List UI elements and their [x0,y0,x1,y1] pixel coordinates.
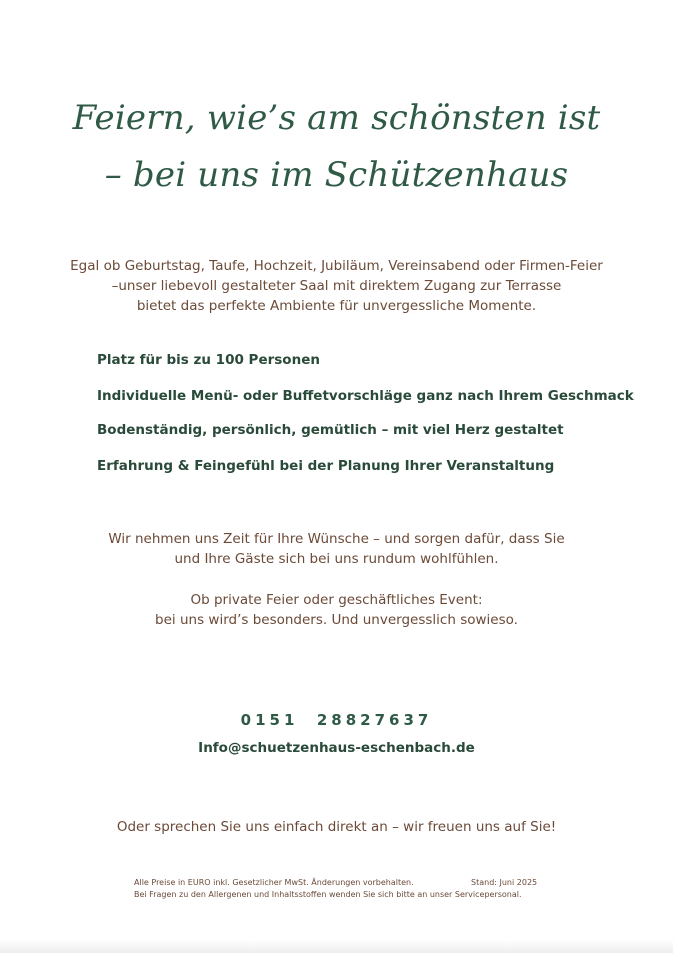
closing-line-4: bei uns wird’s besonders. Und unvergesslich sowieso. [155,612,518,628]
allergen-notice: Bei Fragen zu den Allergenen und Inhaltsstoffen wenden Sie sich bitte an unser Servicepersonal. [134,890,522,899]
headline-line-1: Feiern, wie’s am schönsten ist [72,98,601,138]
closing-line-1: Wir nehmen uns Zeit für Ihre Wünsche – und sorgen dafür, dass Sie [108,531,565,547]
price-notice: Alle Preise in EURO inkl. Gesetzlicher MwSt. Änderungen vorbehalten. [134,878,414,887]
phone-number[interactable]: 0151 28827637 [240,711,433,729]
feature-item-experience: Erfahrung & Feingefühl bei der Planung Ihrer Veranstaltung [97,458,555,474]
date-stamp: Stand: Juni 2025 [471,878,538,887]
intro-line-3: bietet das perfekte Ambiente für unvergessliche Momente. [136,298,537,314]
feature-item-menu: Individuelle Menü- oder Buffetvorschläge ganz nach Ihrem Geschmack [97,388,634,404]
feature-item-capacity: Platz für bis zu 100 Personen [97,352,320,368]
email-link[interactable]: Info@schuetzenhaus-eschenbach.de [198,740,475,756]
footer-notes [134,877,544,901]
closing-line-2: und Ihre Gäste sich bei uns rundum wohlfühlen. [174,551,499,567]
headline-line-2: – bei uns im Schützenhaus [104,155,569,195]
intro-line-1: Egal ob Geburtstag, Taufe, Hochzeit, Jubiläum, Vereinsabend oder Firmen-Feier [70,258,603,274]
intro-line-2: –unser liebevoll gestalteter Saal mit direktem Zugang zur Terrasse [111,278,562,294]
page-bottom-shadow [0,939,673,953]
contact-callout: Oder sprechen Sie uns einfach direkt an – wir freuen uns auf Sie! [116,819,557,835]
feature-item-atmosphere: Bodenständig, persönlich, gemütlich – mit viel Herz gestaltet [97,422,564,438]
closing-line-3: Ob private Feier oder geschäftliches Event: [190,592,483,608]
